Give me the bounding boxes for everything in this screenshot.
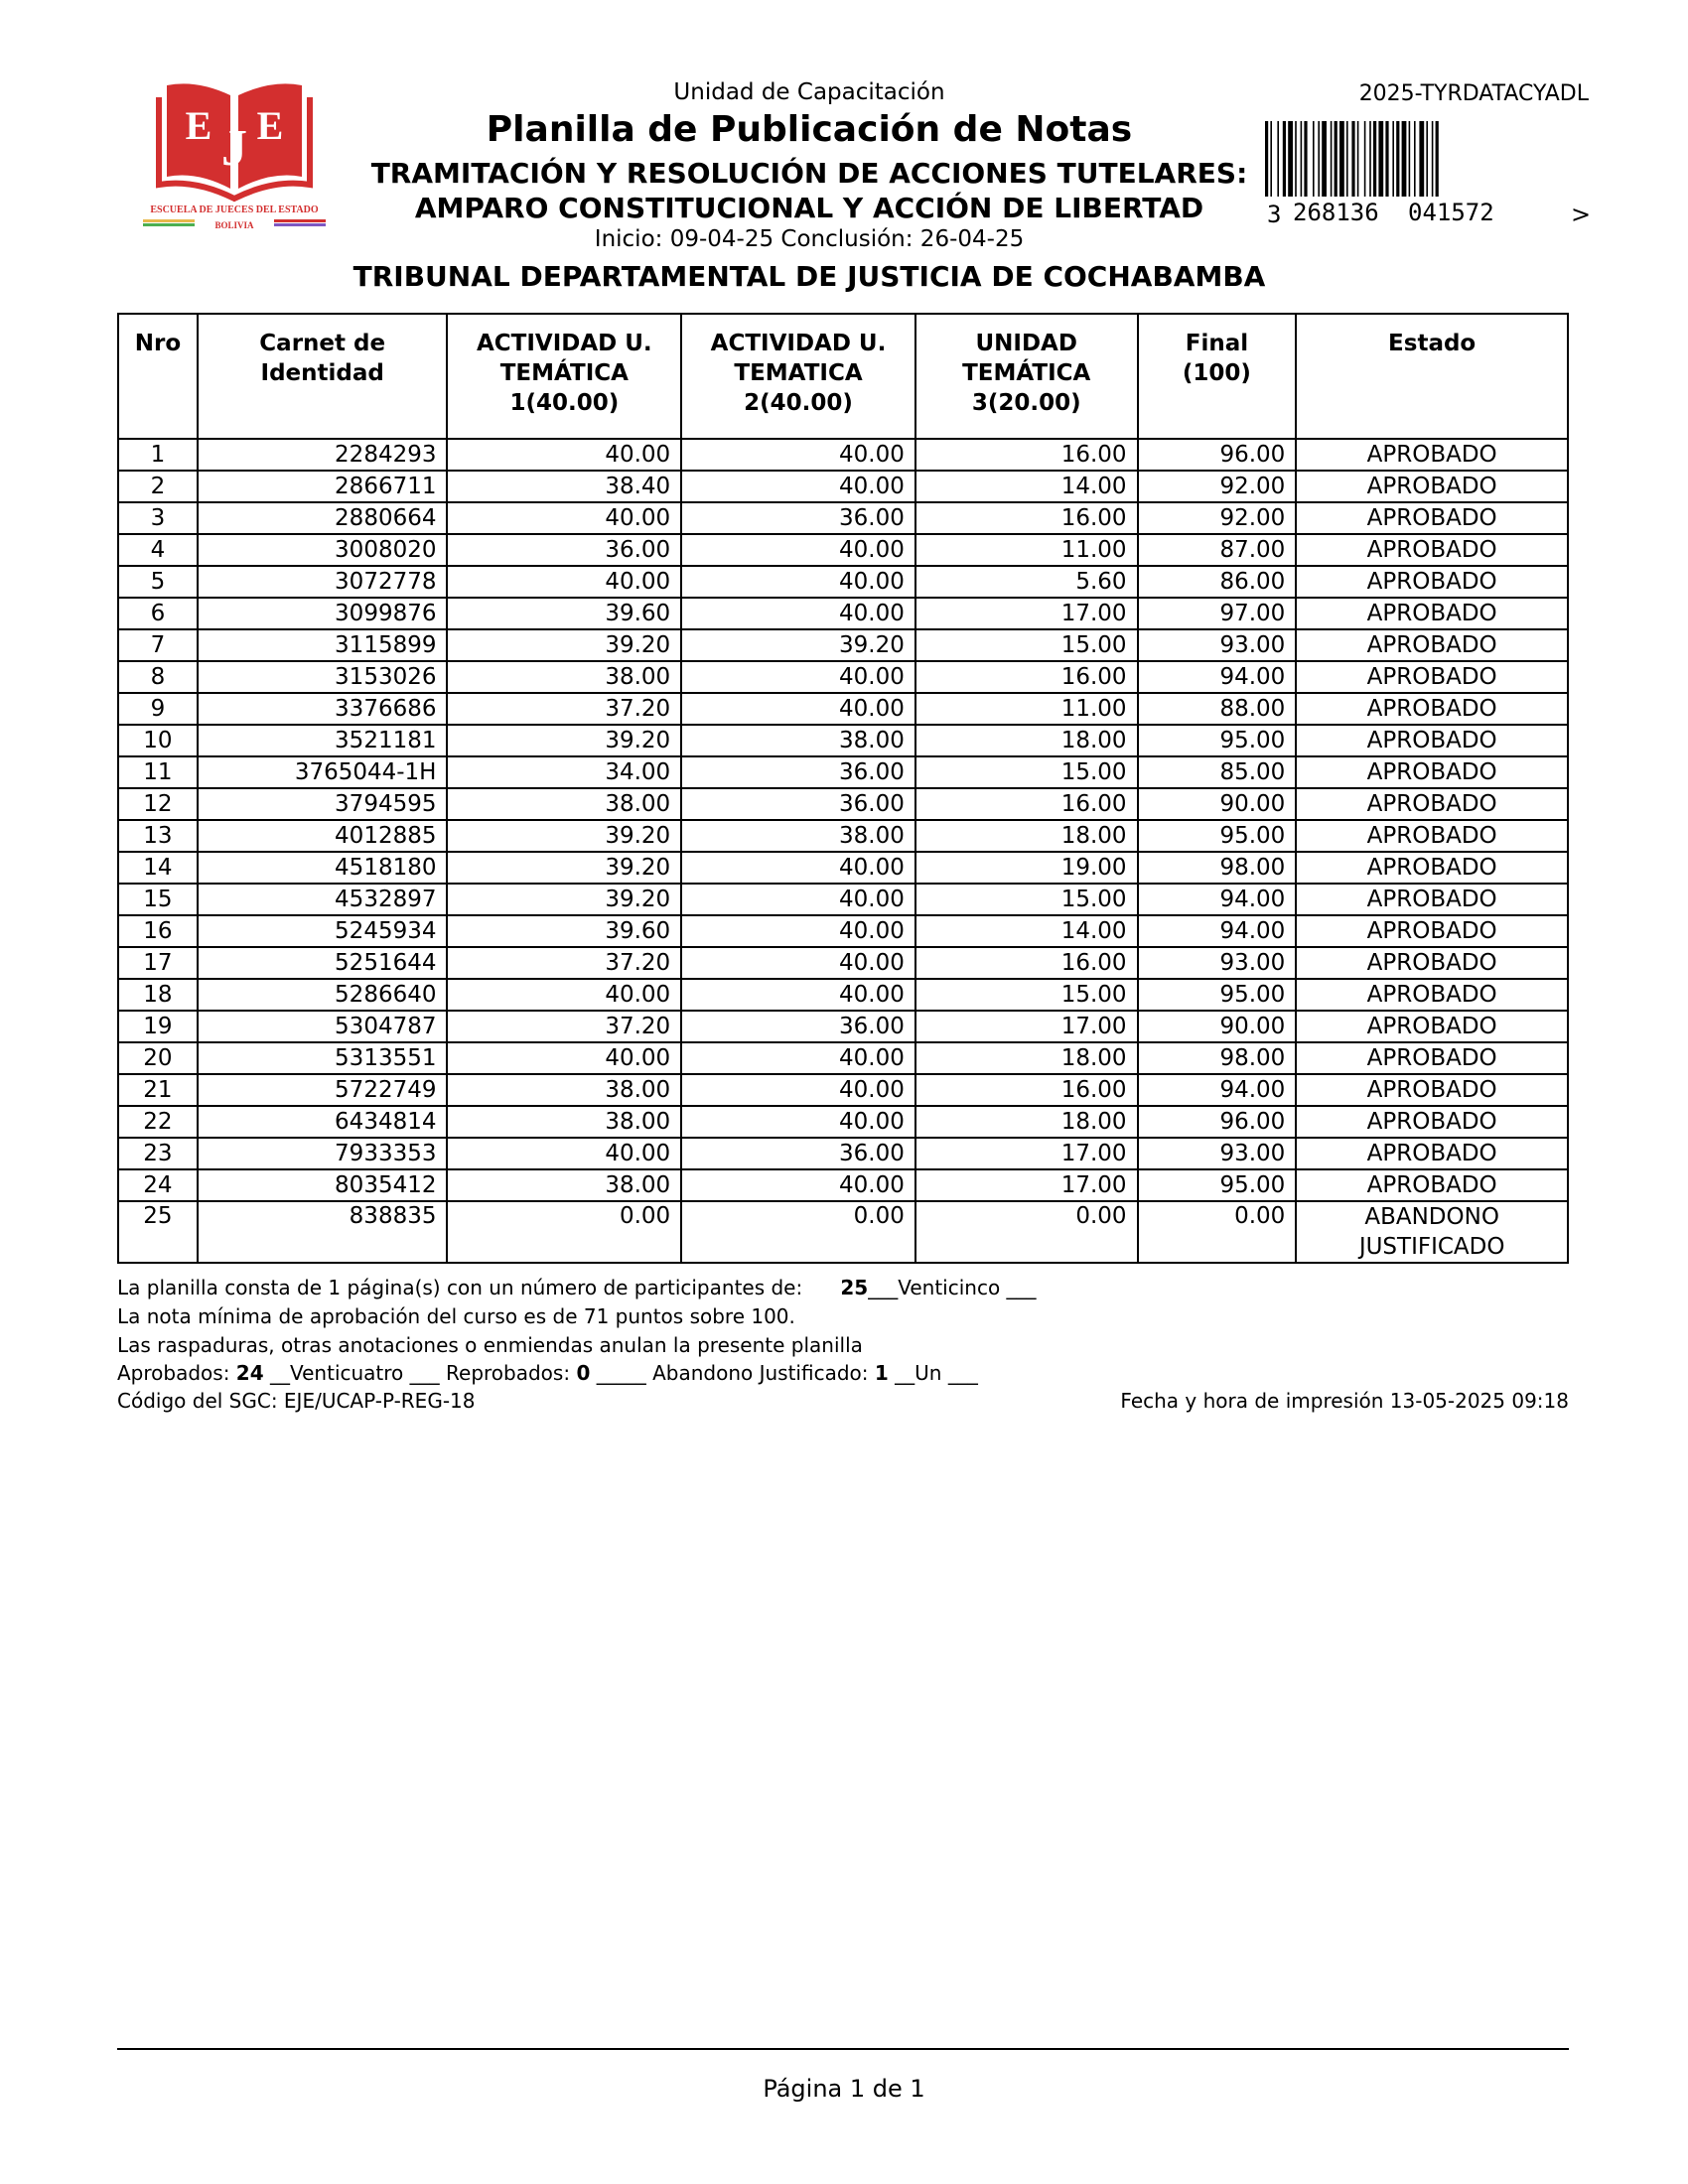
cell-unit3: 14.00	[915, 915, 1138, 947]
participants-note: La planilla consta de 1 página(s) con un número de participantes de: 25___Venticinco ___	[117, 1276, 1037, 1299]
table-row	[118, 1074, 1568, 1106]
cell-unit3: 11.00	[915, 534, 1138, 566]
cell-estado: ABANDONO JUSTIFICADO	[1296, 1201, 1568, 1263]
cell-activity2: 40.00	[681, 439, 915, 471]
barcode-bar	[1295, 121, 1297, 197]
cell-unit3: 17.00	[915, 1169, 1138, 1201]
table-row	[118, 1011, 1568, 1042]
cell-estado: APROBADO	[1296, 788, 1568, 820]
cell-estado: APROBADO	[1296, 693, 1568, 725]
barcode-digits-group1: 268136	[1293, 199, 1379, 226]
cell-activity2: 40.00	[681, 598, 915, 629]
cell-final: 97.00	[1138, 598, 1297, 629]
cell-nro: 22	[118, 1106, 198, 1138]
eje-logo	[137, 77, 332, 234]
cell-activity2: 40.00	[681, 947, 915, 979]
cell-activity1: 38.00	[447, 788, 681, 820]
cell-nro: 21	[118, 1074, 198, 1106]
cell-final: 95.00	[1138, 979, 1297, 1011]
cell-ci: 3376686	[198, 693, 448, 725]
cell-activity2: 40.00	[681, 852, 915, 884]
header-activity2: ACTIVIDAD U. TEMATICA 2(40.00)	[681, 314, 915, 439]
cell-ci: 3008020	[198, 534, 448, 566]
header-unit3: UNIDAD TEMÁTICA 3(20.00)	[915, 314, 1138, 439]
cell-nro: 8	[118, 661, 198, 693]
cell-nro: 24	[118, 1169, 198, 1201]
table-row	[118, 788, 1568, 820]
cell-final: 95.00	[1138, 1169, 1297, 1201]
cell-final: 88.00	[1138, 693, 1297, 725]
cell-activity2: 40.00	[681, 1106, 915, 1138]
table-row	[118, 502, 1568, 534]
cell-estado: APROBADO	[1296, 979, 1568, 1011]
cell-final: 94.00	[1138, 884, 1297, 915]
cell-unit3: 16.00	[915, 439, 1138, 471]
table-row	[118, 566, 1568, 598]
barcode-bar	[1402, 121, 1407, 197]
barcode-arrow: >	[1571, 201, 1592, 228]
cell-final: 93.00	[1138, 1138, 1297, 1169]
cell-activity1: 38.00	[447, 1106, 681, 1138]
header-nro: Nro	[118, 314, 198, 439]
cell-final: 86.00	[1138, 566, 1297, 598]
cell-unit3: 0.00	[915, 1201, 1138, 1263]
disclaimer-note: Las raspaduras, otras anotaciones o enmiendas anulan la presente planilla	[117, 1333, 863, 1357]
cell-unit3: 5.60	[915, 566, 1138, 598]
header-ci: Carnet de Identidad	[198, 314, 448, 439]
cell-estado: APROBADO	[1296, 439, 1568, 471]
cell-unit3: 15.00	[915, 629, 1138, 661]
table-row	[118, 693, 1568, 725]
cell-activity2: 40.00	[681, 979, 915, 1011]
table-row	[118, 629, 1568, 661]
cell-unit3: 18.00	[915, 820, 1138, 852]
cell-activity1: 36.00	[447, 534, 681, 566]
barcode-bar	[1419, 121, 1424, 197]
table-row	[118, 725, 1568, 756]
cell-activity2: 40.00	[681, 566, 915, 598]
cell-ci: 3521181	[198, 725, 448, 756]
table-header-row	[118, 314, 1568, 439]
cell-estado: APROBADO	[1296, 884, 1568, 915]
cell-activity2: 40.00	[681, 693, 915, 725]
cell-nro: 3	[118, 502, 198, 534]
course-title-line1: TRAMITACIÓN Y RESOLUCIÓN DE ACCIONES TUTELARES:	[370, 157, 1248, 190]
cell-final: 94.00	[1138, 1074, 1297, 1106]
cell-activity2: 40.00	[681, 884, 915, 915]
cell-final: 95.00	[1138, 820, 1297, 852]
unit-name: Unidad de Capacitación	[673, 79, 945, 105]
header-final: Final (100)	[1138, 314, 1297, 439]
cell-ci: 5286640	[198, 979, 448, 1011]
cell-unit3: 18.00	[915, 1106, 1138, 1138]
barcode-bar	[1288, 121, 1293, 197]
cell-nro: 13	[118, 820, 198, 852]
barcode-bar	[1346, 121, 1348, 197]
barcode-bar	[1373, 121, 1376, 197]
logo-letter-right: E	[256, 103, 284, 148]
cell-nro: 7	[118, 629, 198, 661]
table-row	[118, 1042, 1568, 1074]
barcode-bar	[1304, 121, 1307, 197]
cell-activity1: 38.00	[447, 1169, 681, 1201]
cell-activity1: 37.20	[447, 693, 681, 725]
cell-final: 90.00	[1138, 1011, 1297, 1042]
barcode-bar	[1335, 121, 1337, 197]
cell-ci: 5245934	[198, 915, 448, 947]
table-row	[118, 947, 1568, 979]
cell-final: 93.00	[1138, 947, 1297, 979]
cell-unit3: 15.00	[915, 884, 1138, 915]
cell-estado: APROBADO	[1296, 1169, 1568, 1201]
table-row	[118, 1201, 1568, 1263]
cell-activity2: 36.00	[681, 1011, 915, 1042]
cell-estado: APROBADO	[1296, 1011, 1568, 1042]
cell-nro: 5	[118, 566, 198, 598]
logo-letter-left: E	[185, 103, 212, 148]
sgc-code: Código del SGC: EJE/UCAP-P-REG-18	[117, 1389, 476, 1413]
institution-name: TRIBUNAL DEPARTAMENTAL DE JUSTICIA DE COCHABAMBA	[352, 260, 1266, 293]
cell-ci: 3099876	[198, 598, 448, 629]
cell-ci: 4532897	[198, 884, 448, 915]
cell-ci: 3115899	[198, 629, 448, 661]
table-row	[118, 534, 1568, 566]
cell-activity2: 40.00	[681, 915, 915, 947]
results-summary: Aprobados: 24 __Venticuatro ___ Reprobados: 0 _____ Abandono Justificado: 1 __Un ___	[117, 1361, 978, 1385]
cell-activity1: 38.40	[447, 471, 681, 502]
grades-table	[117, 313, 1569, 1264]
cell-ci: 7933353	[198, 1138, 448, 1169]
barcode-bars	[1265, 121, 1439, 197]
participants-words: ___Venticinco ___	[868, 1276, 1037, 1299]
cell-estado: APROBADO	[1296, 629, 1568, 661]
table-row	[118, 1106, 1568, 1138]
cell-final: 96.00	[1138, 439, 1297, 471]
cell-unit3: 16.00	[915, 788, 1138, 820]
cell-estado: APROBADO	[1296, 1074, 1568, 1106]
barcode-bar	[1322, 121, 1327, 197]
cell-activity1: 34.00	[447, 756, 681, 788]
abandon-count: 1	[874, 1361, 889, 1385]
course-dates: Inicio: 09-04-25 Conclusión: 26-04-25	[594, 226, 1025, 252]
cell-ci: 3765044-1H	[198, 756, 448, 788]
cell-ci: 3072778	[198, 566, 448, 598]
table-row	[118, 1138, 1568, 1169]
table-row	[118, 820, 1568, 852]
cell-nro: 16	[118, 915, 198, 947]
barcode-bar	[1409, 121, 1411, 197]
cell-final: 85.00	[1138, 756, 1297, 788]
cell-activity2: 38.00	[681, 820, 915, 852]
cell-estado: APROBADO	[1296, 1106, 1568, 1138]
cell-estado: APROBADO	[1296, 566, 1568, 598]
barcode-digits-group2: 041572	[1408, 199, 1494, 226]
barcode	[1261, 121, 1595, 228]
cell-activity1: 40.00	[447, 1138, 681, 1169]
cell-activity2: 36.00	[681, 788, 915, 820]
cell-activity2: 36.00	[681, 502, 915, 534]
table-row	[118, 439, 1568, 471]
cell-estado: APROBADO	[1296, 534, 1568, 566]
cell-estado: APROBADO	[1296, 756, 1568, 788]
cell-activity2: 40.00	[681, 1169, 915, 1201]
barcode-bar	[1357, 121, 1359, 197]
cell-unit3: 17.00	[915, 1011, 1138, 1042]
barcode-bar	[1283, 121, 1286, 197]
barcode-bar	[1331, 121, 1333, 197]
header-activity1: ACTIVIDAD U. TEMÁTICA 1(40.00)	[447, 314, 681, 439]
barcode-bar	[1351, 121, 1354, 197]
cell-estado: APROBADO	[1296, 725, 1568, 756]
cell-activity1: 39.20	[447, 725, 681, 756]
cell-activity1: 40.00	[447, 502, 681, 534]
cell-unit3: 17.00	[915, 1138, 1138, 1169]
cell-activity1: 39.20	[447, 884, 681, 915]
cell-nro: 2	[118, 471, 198, 502]
cell-nro: 4	[118, 534, 198, 566]
cell-unit3: 15.00	[915, 756, 1138, 788]
document-code: 2025-TYRDATACYADL	[1358, 81, 1589, 106]
cell-estado: APROBADO	[1296, 915, 1568, 947]
cell-activity2: 40.00	[681, 534, 915, 566]
cell-final: 87.00	[1138, 534, 1297, 566]
cell-ci: 5304787	[198, 1011, 448, 1042]
barcode-bar	[1392, 121, 1394, 197]
cell-nro: 23	[118, 1138, 198, 1169]
logo-caption: ESCUELA DE JUECES DEL ESTADO	[150, 205, 319, 215]
logo-subcaption: BOLIVIA	[214, 220, 254, 230]
table-row	[118, 915, 1568, 947]
cell-unit3: 17.00	[915, 598, 1138, 629]
cell-activity2: 36.00	[681, 756, 915, 788]
cell-activity1: 39.60	[447, 598, 681, 629]
cell-unit3: 16.00	[915, 1074, 1138, 1106]
page-divider	[117, 2048, 1569, 2050]
print-date: Fecha y hora de impresión 13-05-2025 09:18	[1120, 1389, 1569, 1413]
cell-nro: 14	[118, 852, 198, 884]
participants-count: 25	[840, 1276, 869, 1299]
page-title: Planilla de Publicación de Notas	[486, 109, 1133, 150]
cell-activity2: 40.00	[681, 661, 915, 693]
cell-nro: 9	[118, 693, 198, 725]
cell-activity2: 40.00	[681, 1074, 915, 1106]
cell-ci: 5251644	[198, 947, 448, 979]
cell-activity1: 38.00	[447, 1074, 681, 1106]
course-title-line2: AMPARO CONSTITUCIONAL Y ACCIÓN DE LIBERTAD	[414, 192, 1204, 224]
barcode-bar	[1378, 121, 1383, 197]
cell-estado: APROBADO	[1296, 661, 1568, 693]
cell-ci: 6434814	[198, 1106, 448, 1138]
cell-final: 92.00	[1138, 471, 1297, 502]
cell-nro: 11	[118, 756, 198, 788]
barcode-bar	[1432, 121, 1434, 197]
cell-activity2: 40.00	[681, 471, 915, 502]
cell-activity1: 37.20	[447, 1011, 681, 1042]
cell-estado: APROBADO	[1296, 820, 1568, 852]
cell-activity2: 40.00	[681, 1042, 915, 1074]
barcode-bar	[1318, 121, 1320, 197]
cell-ci: 838835	[198, 1201, 448, 1263]
cell-unit3: 16.00	[915, 947, 1138, 979]
cell-final: 0.00	[1138, 1201, 1297, 1263]
cell-nro: 25	[118, 1201, 198, 1263]
cell-nro: 19	[118, 1011, 198, 1042]
cell-activity1: 40.00	[447, 566, 681, 598]
barcode-bar	[1313, 121, 1315, 197]
cell-ci: 2880664	[198, 502, 448, 534]
header-estado: Estado	[1296, 314, 1568, 439]
table-row	[118, 979, 1568, 1011]
cell-activity1: 39.60	[447, 915, 681, 947]
cell-estado: APROBADO	[1296, 502, 1568, 534]
barcode-bar	[1339, 121, 1344, 197]
table-row	[118, 1169, 1568, 1201]
page-number: Página 1 de 1	[763, 2075, 925, 2103]
cell-activity1: 38.00	[447, 661, 681, 693]
cell-nro: 18	[118, 979, 198, 1011]
cell-activity2: 39.20	[681, 629, 915, 661]
cell-final: 96.00	[1138, 1106, 1297, 1138]
failed-count: 0	[576, 1361, 591, 1385]
cell-final: 92.00	[1138, 502, 1297, 534]
approved-count: 24	[235, 1361, 264, 1385]
cell-nro: 20	[118, 1042, 198, 1074]
cell-activity2: 36.00	[681, 1138, 915, 1169]
cell-final: 95.00	[1138, 725, 1297, 756]
min-grade-note: La nota mínima de aprobación del curso es de 71 puntos sobre 100.	[117, 1304, 795, 1328]
cell-activity1: 40.00	[447, 979, 681, 1011]
cell-activity1: 39.20	[447, 820, 681, 852]
cell-nro: 6	[118, 598, 198, 629]
cell-estado: APROBADO	[1296, 852, 1568, 884]
cell-activity2: 38.00	[681, 725, 915, 756]
table-row	[118, 661, 1568, 693]
cell-unit3: 18.00	[915, 1042, 1138, 1074]
cell-ci: 5313551	[198, 1042, 448, 1074]
table-row	[118, 471, 1568, 502]
cell-ci: 4518180	[198, 852, 448, 884]
cell-unit3: 16.00	[915, 502, 1138, 534]
cell-activity1: 40.00	[447, 439, 681, 471]
cell-ci: 3153026	[198, 661, 448, 693]
cell-unit3: 16.00	[915, 661, 1138, 693]
table-row	[118, 852, 1568, 884]
cell-ci: 2866711	[198, 471, 448, 502]
cell-final: 98.00	[1138, 852, 1297, 884]
barcode-bar	[1385, 121, 1388, 197]
barcode-bar	[1414, 121, 1416, 197]
cell-nro: 17	[118, 947, 198, 979]
barcode-bar	[1396, 121, 1399, 197]
cell-activity1: 39.20	[447, 629, 681, 661]
table-row	[118, 756, 1568, 788]
table-row	[118, 884, 1568, 915]
barcode-bar	[1436, 121, 1439, 197]
cell-ci: 8035412	[198, 1169, 448, 1201]
cell-activity1: 40.00	[447, 1042, 681, 1074]
cell-activity1: 0.00	[447, 1201, 681, 1263]
cell-estado: APROBADO	[1296, 1042, 1568, 1074]
cell-unit3: 11.00	[915, 693, 1138, 725]
cell-estado: APROBADO	[1296, 947, 1568, 979]
cell-final: 94.00	[1138, 915, 1297, 947]
cell-unit3: 18.00	[915, 725, 1138, 756]
cell-final: 90.00	[1138, 788, 1297, 820]
barcode-bar	[1426, 121, 1428, 197]
barcode-digit-first: 3	[1267, 201, 1282, 228]
cell-final: 94.00	[1138, 661, 1297, 693]
cell-ci: 5722749	[198, 1074, 448, 1106]
cell-nro: 12	[118, 788, 198, 820]
cell-unit3: 19.00	[915, 852, 1138, 884]
table-row	[118, 598, 1568, 629]
cell-estado: APROBADO	[1296, 471, 1568, 502]
cell-ci: 2284293	[198, 439, 448, 471]
barcode-bar	[1364, 121, 1366, 197]
barcode-bar	[1301, 121, 1303, 197]
cell-estado: APROBADO	[1296, 598, 1568, 629]
cell-ci: 4012885	[198, 820, 448, 852]
cell-activity1: 39.20	[447, 852, 681, 884]
cell-activity2: 0.00	[681, 1201, 915, 1263]
cell-unit3: 15.00	[915, 979, 1138, 1011]
cell-unit3: 14.00	[915, 471, 1138, 502]
cell-nro: 15	[118, 884, 198, 915]
cell-nro: 1	[118, 439, 198, 471]
logo-letter-center: J	[221, 120, 247, 177]
cell-nro: 10	[118, 725, 198, 756]
cell-final: 98.00	[1138, 1042, 1297, 1074]
cell-final: 93.00	[1138, 629, 1297, 661]
cell-estado: APROBADO	[1296, 1138, 1568, 1169]
barcode-bar	[1369, 121, 1371, 197]
cell-activity1: 37.20	[447, 947, 681, 979]
cell-ci: 3794595	[198, 788, 448, 820]
